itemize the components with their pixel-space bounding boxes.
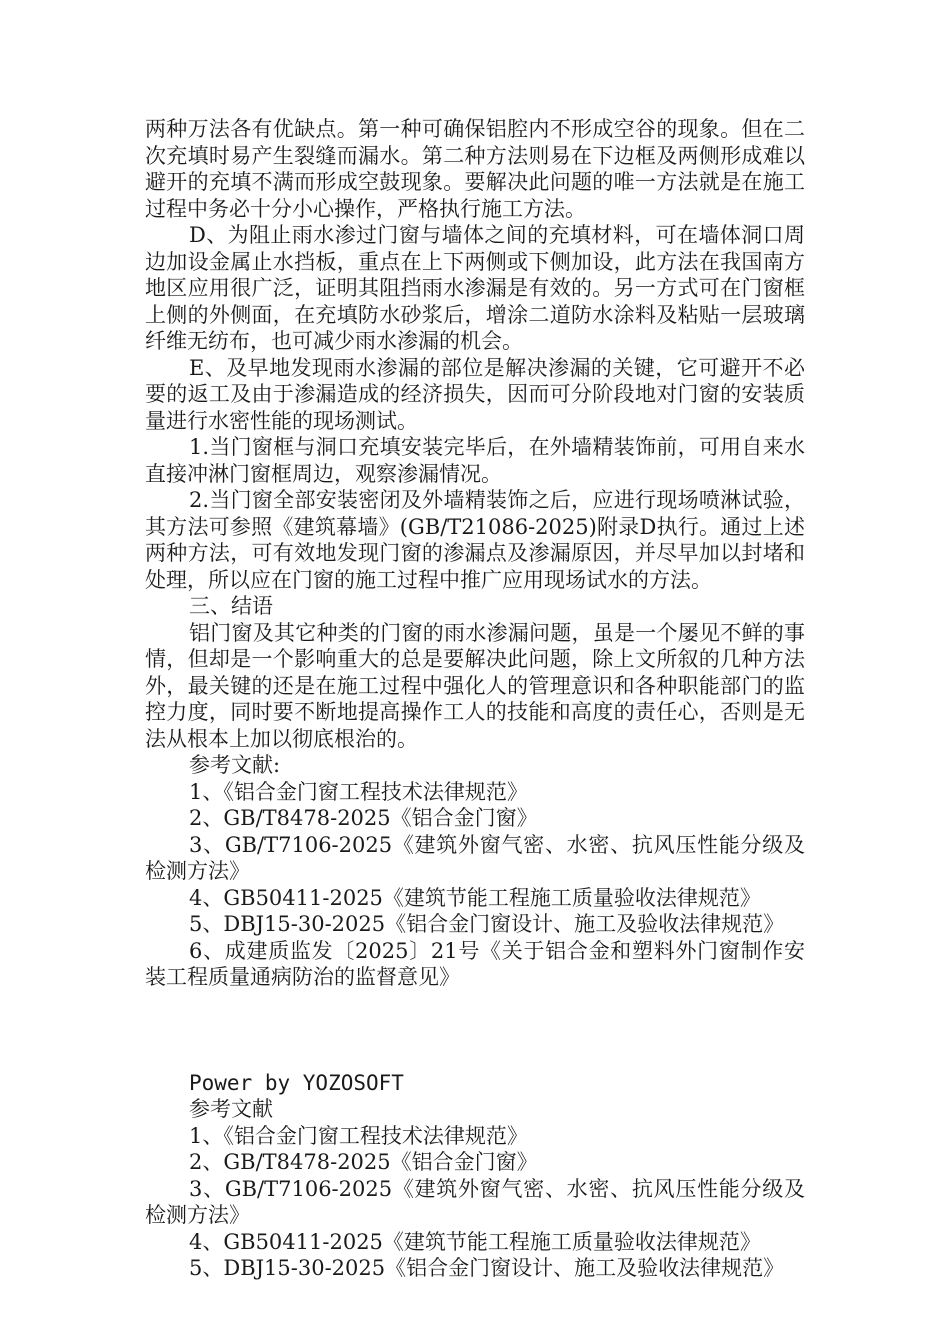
section-heading-conclusion: 三、结语 [189,594,273,618]
document-page [145,116,805,1282]
reference-item: 6、成建质监发〔2025〕21号《关于铝合金和塑料外门窗制作安装工程质量通病防治的监督意见》 [145,938,805,989]
paragraph-e-step-2: 2.当门窗全部安装密闭及外墙精装饰之后，应进行现场喷淋试验，其方法可参照《建筑幕墙》(GB/T21086-2025)附录D执行。通过上述两种方法，可有效地发现门窗的渗漏点及渗漏原因，并尽早加以封堵和处理，所以应在门窗的施工过程中推广应用现场试水的方法。 [145,488,805,592]
paragraph-e-early-detection: E、及早地发现雨水渗漏的部位是解决渗漏的关键，它可避开不必要的返工及由于渗漏造成的经济损失，因而可分阶段地对门窗的安装质量进行水密性能的现场测试。 [145,355,805,433]
references-heading: 参考文献: [189,753,281,777]
footer-references-heading: 参考文献 [189,1097,273,1121]
reference-item: 1、《铝合金门窗工程技术法律规范》 [189,779,528,804]
paragraph-d-water-stop: D、为阻止雨水渗过门窗与墙体之间的充填材料，可在墙体洞口周边加设金属止水挡板，重点在上下两侧或下侧加设，此方法在我国南方地区应用很广泛，证明其阻挡雨水渗漏是有效的。另一方式可在门窗框上侧的外侧面，在充填防水砂浆后，增涂二道防水涂料及粘贴一层玻璃纤维无纺布，也可减少雨水渗漏的机会。 [145,223,805,353]
page-gap [145,991,805,1070]
reference-item: 5、DBJ15-30-2025《铝合金门窗设计、施工及验收法律规范》 [189,912,785,936]
paragraph-methods-continuation: 两种万法各有优缺点。第一种可确保铝腔内不形成空谷的现象。但在二次充填时易产生裂缝而漏水。第二种方法则易在下边框及两侧形成难以避开的充填不满而形成空鼓现象。要解决此问题的唯一方法就是在施工过程中务必十分小心操作，严格执行施工方法。 [145,117,805,221]
reference-item: 3、GB/T7106-2025《建筑外窗气密、水密、抗风压性能分级及检测方法》 [145,832,805,883]
power-by-line: Power by YOZOSOFT [189,1070,404,1095]
footer-reference-item: 4、GB50411-2025《建筑节能工程施工质量验收法律规范》 [189,1229,761,1254]
paragraph-e-step-1: 1.当门窗框与洞口充填安装完毕后，在外墙精装饰前，可用自来水直接冲淋门窗框周边，观察渗漏情况。 [145,435,805,486]
footer-reference-item: 1、《铝合金门窗工程技术法律规范》 [189,1123,528,1148]
reference-item: 2、GB/T8478-2025《铝合金门窗》 [189,806,538,830]
footer-reference-item: 5、DBJ15-30-2025《铝合金门窗设计、施工及验收法律规范》 [189,1256,785,1280]
paragraph-conclusion: 铝门窗及其它种类的门窗的雨水渗漏问题，虽是一个屡见不鲜的事情，但却是一个影响重大的总是要解决此问题，除上文所叙的几种方法外，最关键的还是在施工过程中强化人的管理意识和各种职能部门的监控力度，同时要不断地提高操作工人的技能和高度的责任心，否则是无法从根本上加以彻底根治的。 [145,620,805,751]
footer-reference-item: 2、GB/T8478-2025《铝合金门窗》 [189,1150,538,1174]
footer-reference-item: 3、GB/T7106-2025《建筑外窗气密、水密、抗风压性能分级及检测方法》 [145,1176,805,1227]
reference-item: 4、GB50411-2025《建筑节能工程施工质量验收法律规范》 [189,885,761,910]
